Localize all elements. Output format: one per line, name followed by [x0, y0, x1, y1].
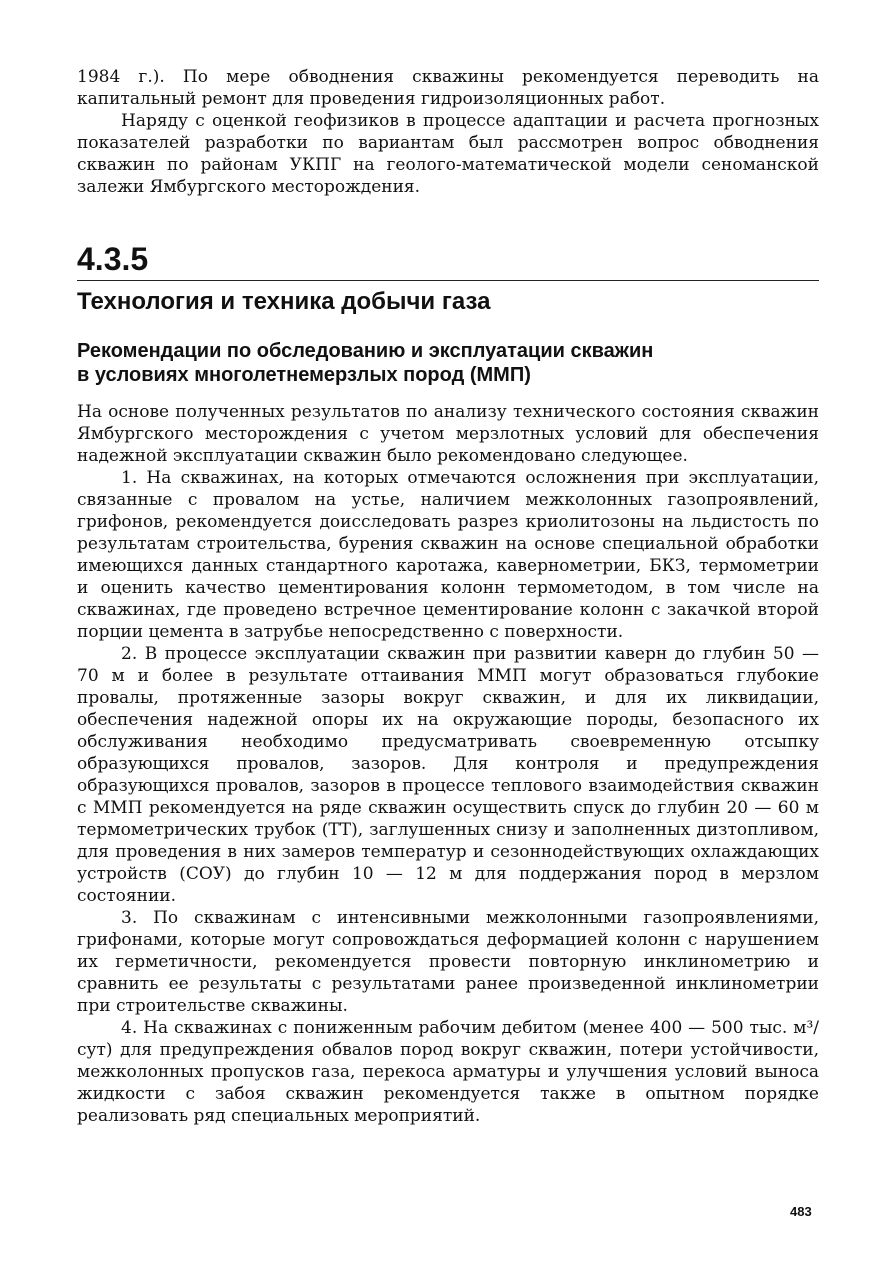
paragraph-intro: На основе полученных результатов по анализу технического состояния скважин Ямбургского месторождения с учетом мерзлотных условий для обеспечения надежной эксплуатации скважин было рекомендовано следующее. [77, 402, 819, 466]
paragraph-geophysics: Наряду с оценкой геофизиков в процессе адаптации и расчета прогнозных показателей разработки по вариантам был рассмотрен вопрос обводнения скважин по районам УКПГ на геолого-математической модели сеноманской залежи Ямбургского месторождения. [77, 111, 819, 197]
recommendation-item-1: 1. На скважинах, на которых отмечаются осложнения при эксплуатации, связанные с провалом на устье, наличием межколонных газопроявлений, грифонов, рекомендуется доисследовать разрез криолитозоны на льдистость по результатам строительства, бурения скважин на основе специальной обработки имеющихся данных стандартного каротажа, кавернометрии, БКЗ, термометрии и оценить качество цементирования колонн термометодом, в том числе на скважинах, где проведено встречное цементирование колонн с закачкой второй порции цемента в затрубье непосредственно с поверхности. [77, 468, 819, 642]
page-content [77, 66, 819, 1127]
section-number: 4.3.5 [77, 241, 149, 277]
page-number: 483 [790, 1204, 812, 1219]
section-title: Технология и техника добычи газа [77, 288, 491, 315]
subsection-title-line-2: в условиях многолетнемерзлых пород (ММП) [77, 364, 531, 386]
recommendation-item-3: 3. По скважинам с интенсивными межколонными газопроявлениями, грифонами, которые могут сопровождаться деформацией колонн с нарушением их герметичности, рекомендуется провести повторную инклинометрию и сравнить ее результаты с результатами ранее произведенной инклинометрии при строительстве скважины. [77, 908, 819, 1016]
subsection-title-line-1: Рекомендации по обследованию и эксплуатации скважин [77, 340, 654, 362]
recommendation-item-2: 2. В процессе эксплуатации скважин при развитии каверн до глубин 50 — 70 м и более в результате оттаивания ММП могут образоваться глубокие провалы, протяженные зазоры вокруг скважин, и для их ликвидации, обеспечения надежной опоры их на окружающие породы, безопасного их обслуживания необходимо предусматривать своевременную отсыпку образующихся провалов, зазоров. Для контроля и предупреждения образующихся провалов, зазоров в процессе теплового взаимодействия скважин с ММП рекомендуется на ряде скважин осуществить спуск до глубин 20 — 60 м термометрических трубок (ТТ), заглушенных снизу и заполненных дизтопливом, для проведения в них замеров температур и сезоннодействующих охлаждающих устройств (СОУ) до глубин 10 — 12 м для поддержания пород в мерзлом состоянии. [77, 644, 819, 906]
recommendation-item-4: 4. На скважинах с пониженным рабочим дебитом (менее 400 — 500 тыс. м³/сут) для предупреждения обвалов пород вокруг скважин, потери устойчивости, межколонных пропусков газа, перекоса арматуры и улучшения условий выноса жидкости с забоя скважин рекомендуется также в опытном порядке реализовать ряд специальных мероприятий. [77, 1018, 819, 1126]
paragraph-continuation: 1984 г.). По мере обводнения скважины рекомендуется переводить на капитальный ремонт для проведения гидроизоляционных работ. [77, 67, 819, 109]
section-divider [77, 280, 819, 281]
subsection-title [77, 339, 819, 387]
